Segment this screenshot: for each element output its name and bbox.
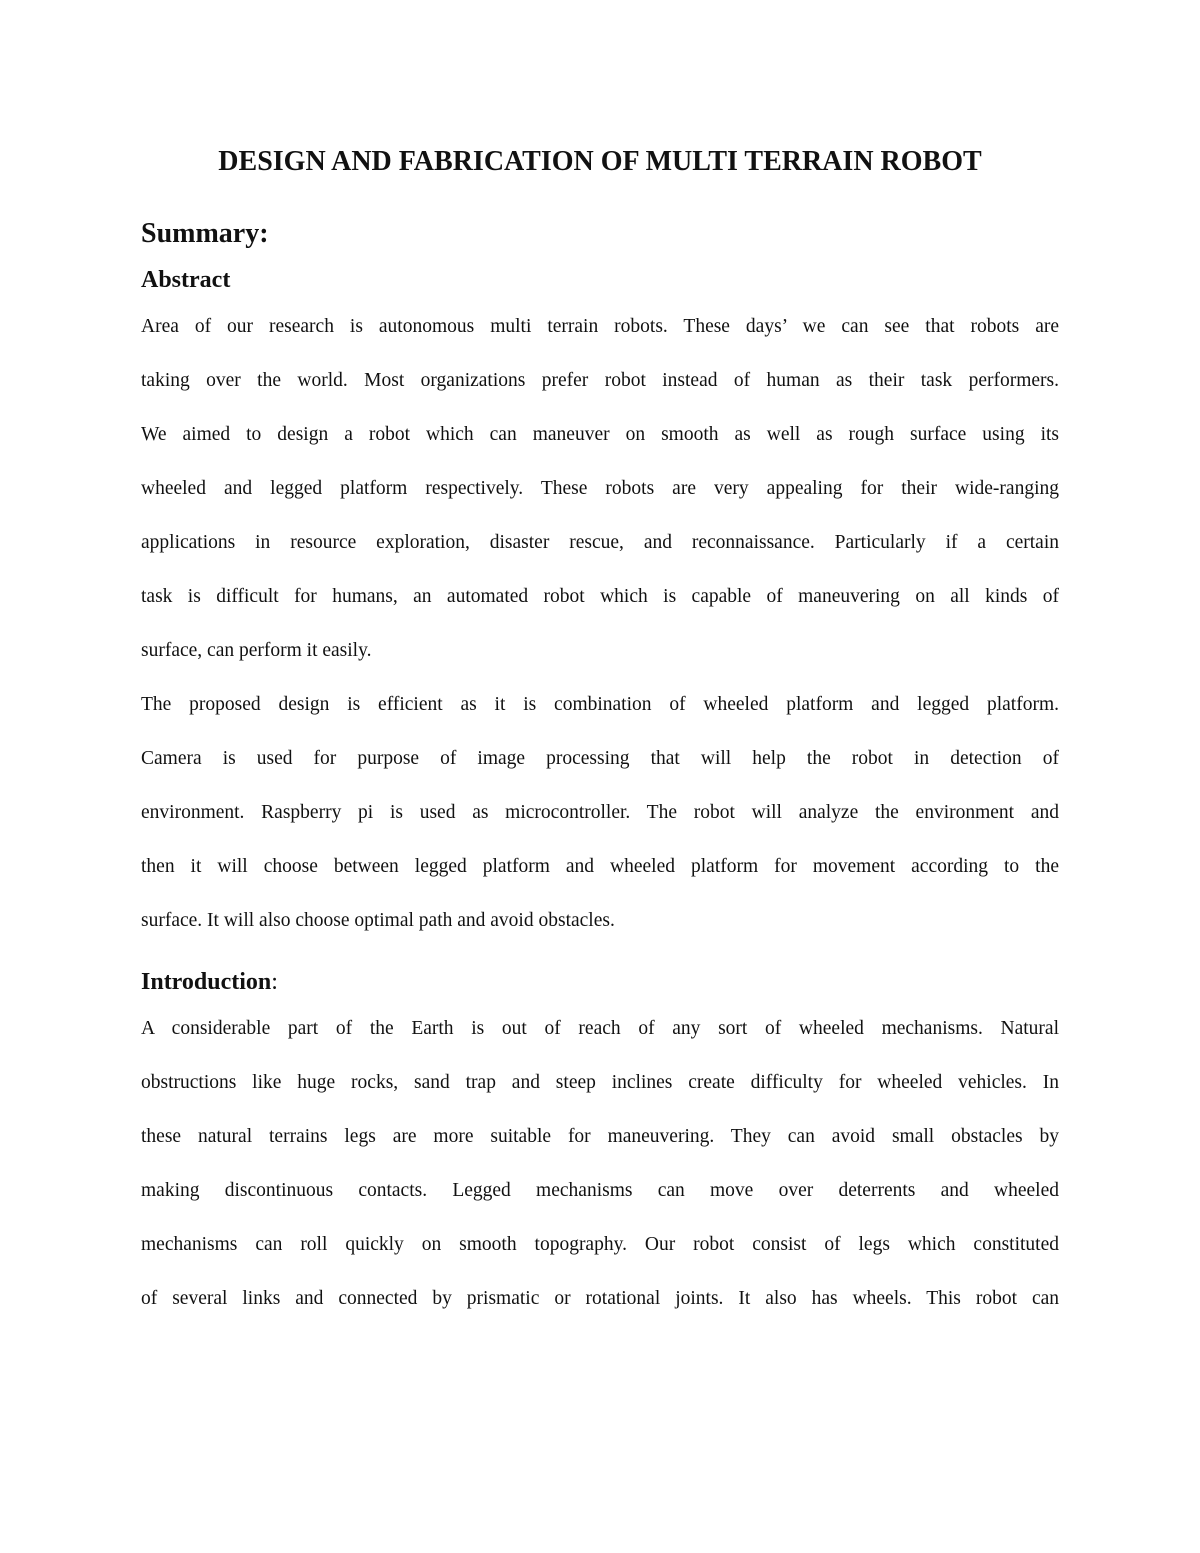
text-line: these natural terrains legs are more suitable for maneuvering. They can avoid small obstacles by <box>141 1126 1059 1147</box>
text-line: We aimed to design a robot which can maneuver on smooth as well as rough surface using its <box>141 424 1059 445</box>
document-page <box>141 140 1059 1326</box>
text-line: of several links and connected by prismatic or rotational joints. It also has wheels. This robot can <box>141 1288 1059 1309</box>
introduction-paragraph <box>141 1002 1059 1326</box>
introduction-heading-text: Introduction <box>141 969 272 995</box>
text-line: A considerable part of the Earth is out of reach of any sort of wheeled mechanisms. Natural <box>141 1018 1059 1039</box>
text-line: Area of our research is autonomous multi terrain robots. These days’ we can see that robots are <box>141 316 1059 337</box>
text-line: surface. It will also choose optimal path and avoid obstacles. <box>141 910 615 931</box>
abstract-heading: Abstract <box>141 267 231 293</box>
text-line: taking over the world. Most organizations prefer robot instead of human as their task performers. <box>141 370 1059 391</box>
text-line: obstructions like huge rocks, sand trap and steep inclines create difficulty for wheeled vehicles. In <box>141 1072 1059 1093</box>
introduction-heading-colon: : <box>271 969 278 995</box>
text-line: then it will choose between legged platform and wheeled platform for movement according to the <box>141 856 1059 877</box>
text-line: The proposed design is efficient as it is combination of wheeled platform and legged platform. <box>141 694 1059 715</box>
text-line: wheeled and legged platform respectively. These robots are very appealing for their wide-ranging <box>141 478 1059 499</box>
text-line: applications in resource exploration, disaster rescue, and reconnaissance. Particularly if a certain <box>141 532 1059 553</box>
introduction-heading <box>141 964 1059 1000</box>
abstract-paragraph-2 <box>141 678 1059 948</box>
document-title: DESIGN AND FABRICATION OF MULTI TERRAIN ROBOT <box>218 146 982 177</box>
text-line: Camera is used for purpose of image processing that will help the robot in detection of <box>141 748 1059 769</box>
text-line: environment. Raspberry pi is used as microcontroller. The robot will analyze the environment and <box>141 802 1059 823</box>
summary-heading: Summary: <box>141 218 269 249</box>
text-line: task is difficult for humans, an automated robot which is capable of maneuvering on all kinds of <box>141 586 1059 607</box>
abstract-paragraph-1 <box>141 300 1059 678</box>
text-line: surface, can perform it easily. <box>141 640 372 661</box>
text-line: mechanisms can roll quickly on smooth topography. Our robot consist of legs which constituted <box>141 1234 1059 1255</box>
text-line: making discontinuous contacts. Legged mechanisms can move over deterrents and wheeled <box>141 1180 1059 1201</box>
